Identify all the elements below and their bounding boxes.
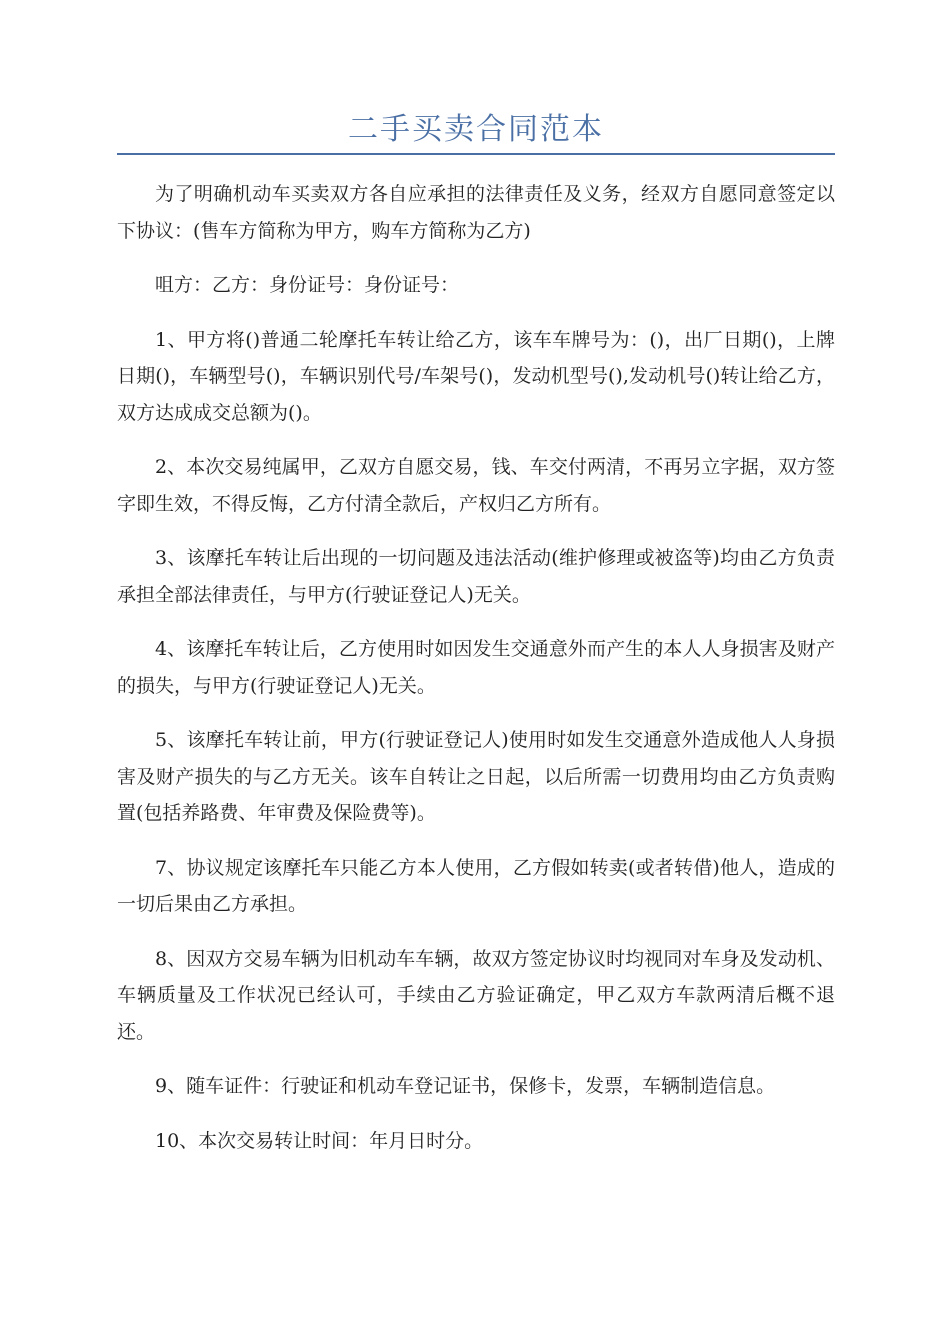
paragraph-parties: 咀方：乙方：身份证号：身份证号： (155, 274, 460, 296)
paragraph-clause-2: 2、本次交易纯属甲，乙双方自愿交易，钱、车交付两清，不再另立字据，双方签字即生效，不得反悔，乙方付清全款后，产权归乙方所有。 (117, 456, 835, 515)
paragraph-clause-9: 9、随车证件：行驶证和机动车登记证书，保修卡，发票，车辆制造信息。 (155, 1075, 776, 1097)
paragraph-clause-8: 8、因双方交易车辆为旧机动车车辆，故双方签定协议时均视同对车身及发动机、车辆质量及工作状况已经认可，手续由乙方验证确定，甲乙双方车款两清后概不退还。 (117, 947, 835, 1043)
paragraph-clause-10: 10、本次交易转让时间：年月日时分。 (155, 1129, 484, 1152)
paragraph-clause-5: 5、该摩托车转让前，甲方(行驶证登记人)使用时如发生交通意外造成他人人身损害及财产损失的与乙方无关。该车自转让之日起，以后所需一切费用均由乙方负责购置(包括养路费、年审费及保险费等)。 (117, 729, 835, 824)
paragraph-intro: 为了明确机动车买卖双方各自应承担的法律责任及义务，经双方自愿同意签定以下协议：(售车方简称为甲方，购车方简称为乙方) (117, 183, 835, 242)
paragraph-clause-7: 7、协议规定该摩托车只能乙方本人使用，乙方假如转卖(或者转借)他人，造成的一切后果由乙方承担。 (117, 856, 835, 915)
paragraph-clause-1: 1、甲方将()普通二轮摩托车转让给乙方，该车车牌号为：()，出厂日期()，上牌日期()，车辆型号()，车辆识别代号/车架号()，发动机型号(),发动机号()转让给乙方，双方达成成交总额为()。 (117, 328, 835, 424)
document-body (117, 176, 835, 1177)
paragraph-clause-3: 3、该摩托车转让后出现的一切问题及违法活动(维护修理或被盗等)均由乙方负责承担全部法律责任，与甲方(行驶证登记人)无关。 (117, 547, 835, 606)
document-title: 二手买卖合同范本 (348, 112, 604, 147)
paragraph-clause-4: 4、该摩托车转让后，乙方使用时如因发生交通意外而产生的本人人身损害及财产的损失，与甲方(行驶证登记人)无关。 (117, 638, 835, 697)
title-underline (117, 153, 835, 155)
